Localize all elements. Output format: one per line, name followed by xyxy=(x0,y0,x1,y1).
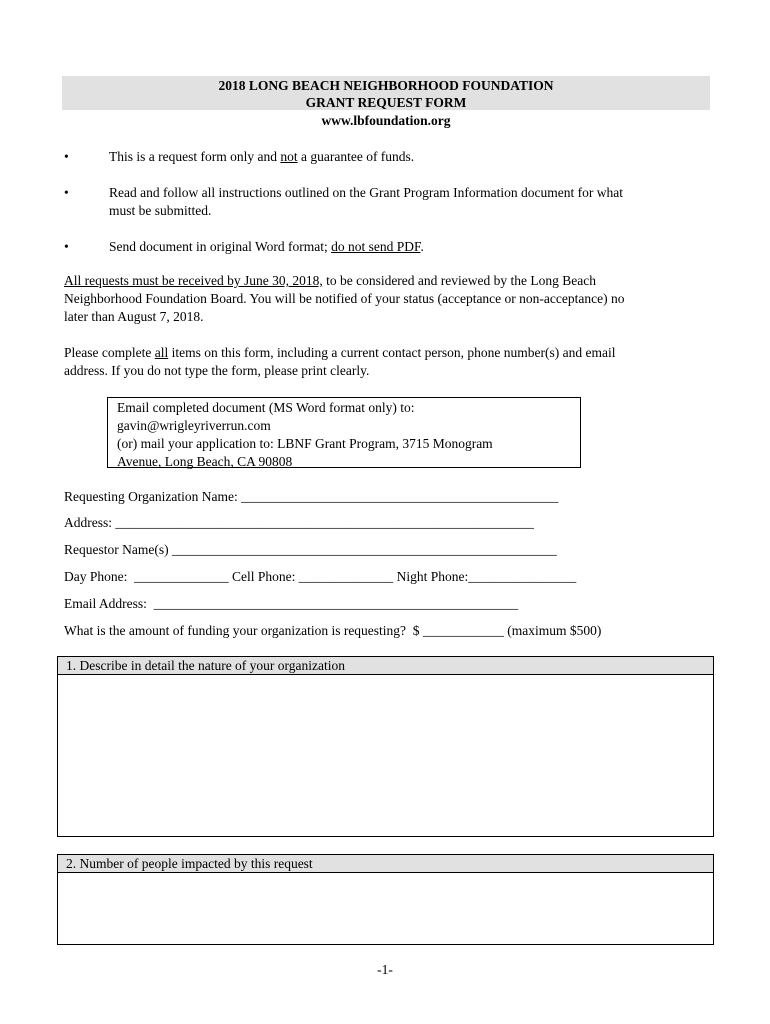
page-number: -1- xyxy=(377,962,393,977)
paragraph-emphasis: all xyxy=(154,345,169,360)
form-title-line2: GRANT REQUEST FORM xyxy=(305,95,467,110)
paragraph-line: later than August 7, 2018. xyxy=(64,309,204,324)
address-field[interactable]: Address: ______________________________________________________________ xyxy=(64,515,534,530)
section-answer-area[interactable] xyxy=(58,873,713,943)
bullet-item-instructions xyxy=(109,184,709,220)
paragraph-text: items on this form, including a current contact person, phone number(s) and email xyxy=(168,345,616,360)
bullet-text-line: Read and follow all instructions outlined on the Grant Program Information document for what xyxy=(109,185,624,200)
box-line: Avenue, Long Beach, CA 90808 xyxy=(117,454,293,469)
paragraph-line: Neighborhood Foundation Board. You will be notified of your status (acceptance or non-acceptance) no xyxy=(64,291,625,306)
deadline-emphasis: All requests must be received by June 30, 2018, xyxy=(64,273,323,288)
requestor-name-field[interactable]: Requestor Name(s) _________________________________________________________ xyxy=(64,542,557,557)
box-line: Email completed document (MS Word format only) to: xyxy=(117,400,415,415)
paragraph-text: Please complete xyxy=(64,345,155,360)
bullet-item-request-only xyxy=(109,148,709,166)
bullet-item-format xyxy=(109,238,709,256)
funding-amount-field[interactable]: What is the amount of funding your organization is requesting? $ ____________ (maximum $500) xyxy=(64,623,602,638)
paragraph-line xyxy=(64,344,714,362)
website-link[interactable]: www.lbfoundation.org xyxy=(321,113,451,128)
bullet-text: a guarantee of funds. xyxy=(297,149,415,164)
bullet-marker: • xyxy=(64,239,69,254)
section-organization-description xyxy=(57,656,714,837)
form-title-line1: 2018 LONG BEACH NEIGHBORHOOD FOUNDATION xyxy=(218,78,554,93)
box-line: (or) mail your application to: LBNF Grant Program, 3715 Monogram xyxy=(117,436,493,451)
instructions-paragraph xyxy=(64,344,714,380)
submission-email-link[interactable]: gavin@wrigleyriverrun.com xyxy=(117,418,271,433)
deadline-paragraph xyxy=(64,272,714,326)
submission-instructions-box xyxy=(107,397,581,468)
paragraph-line xyxy=(64,272,714,290)
bullet-emphasis: do not send PDF xyxy=(331,239,421,254)
paragraph-line: address. If you do not type the form, please print clearly. xyxy=(64,363,370,378)
section-answer-area[interactable] xyxy=(58,675,713,835)
email-address-field[interactable]: Email Address: ______________________________________________________ xyxy=(64,596,519,611)
bullet-text: . xyxy=(420,239,424,254)
section-header: 1. Describe in detail the nature of your organization xyxy=(58,657,713,675)
paragraph-text: to be considered and reviewed by the Long Beach xyxy=(322,273,596,288)
section-header: 2. Number of people impacted by this request xyxy=(58,855,713,873)
org-name-field[interactable]: Requesting Organization Name: _______________________________________________ xyxy=(64,489,559,504)
bullet-text: This is a request form only and xyxy=(109,149,281,164)
section-people-impacted xyxy=(57,854,714,945)
bullet-text: Send document in original Word format; xyxy=(109,239,332,254)
bullet-text-line: must be submitted. xyxy=(109,203,212,218)
phone-fields[interactable]: Day Phone: ______________ Cell Phone: ______________ Night Phone:________________ xyxy=(64,569,577,584)
bullet-emphasis: not xyxy=(280,149,298,164)
bullet-marker: • xyxy=(64,185,69,200)
bullet-marker: • xyxy=(64,149,69,164)
